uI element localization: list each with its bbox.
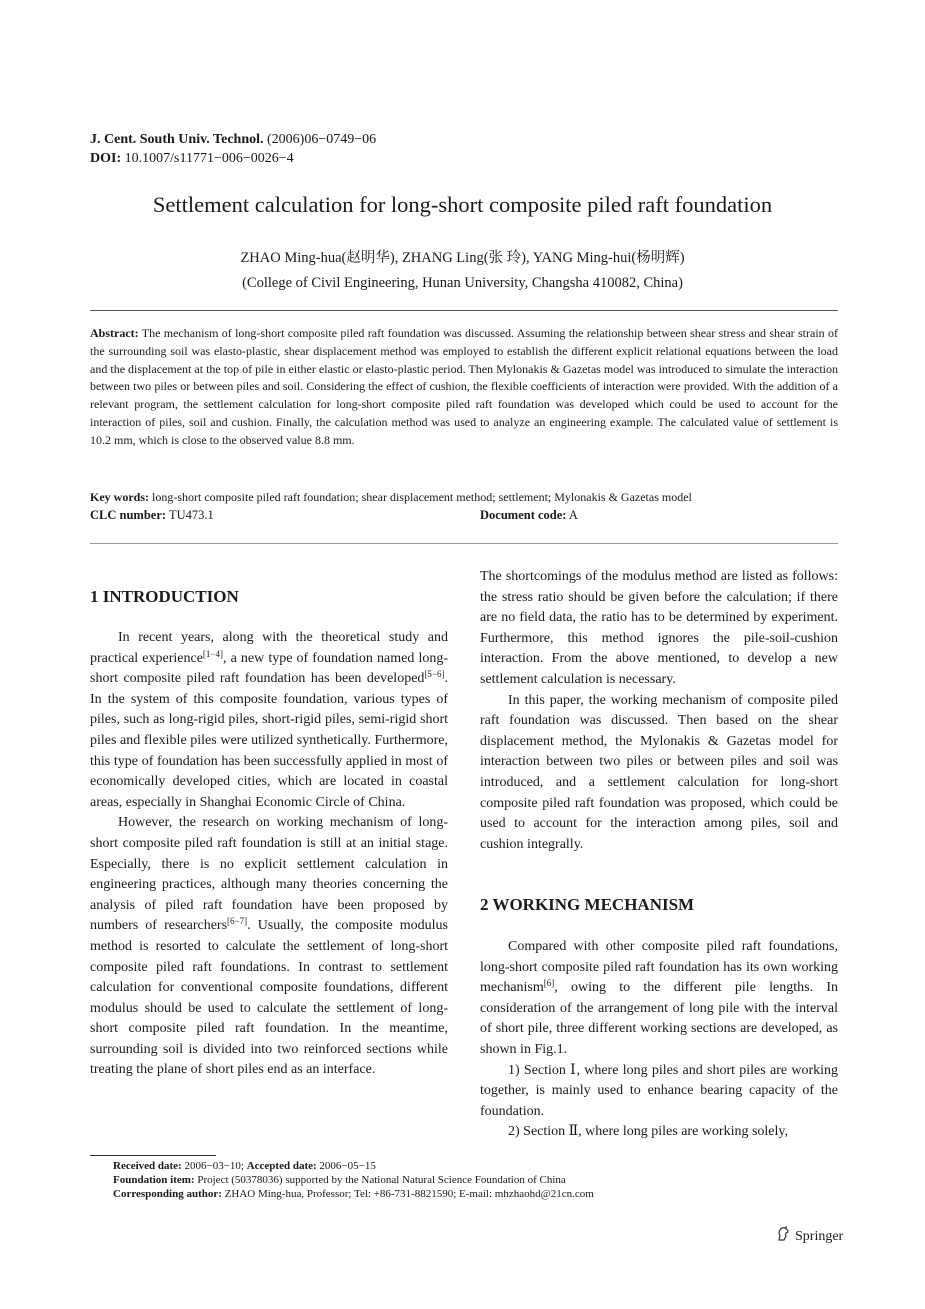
mechanism-item-1: 1) Section Ⅰ, where long piles and short piles are working together, is mainly used to enhance bearing capacity of the foundation. — [480, 1062, 838, 1119]
divider-bottom — [90, 543, 838, 544]
footnote-divider — [90, 1155, 216, 1156]
intro-paragraph-2: However, the research on working mechanism of long-short composite piled raft foundation is still at an initial stage. Especially, there is no explicit settlement calculation in engineering practices, although many theories concerning the analysis of piled raft foundation have been proposed by numbers of researchers[6−7]. Usually, the composite modulus method is resorted to calculate the settlement of long-short composite piled raft foundations. In contrast to settlement calculation for conventional composite foundations, different modulus should be used to calculate the settlement of long-short composite piled raft foundation. In the meantime, surrounding soil is divided into two reinforced sections while treating the plane of short piles end as an interface. — [90, 815, 448, 1078]
citation: [1−4] — [202, 648, 223, 659]
left-column — [90, 628, 448, 1081]
footnote-corresponding: Corresponding author: ZHAO Ming-hua, Professor; Tel: +86-731-8821590; E-mail: mhzhaohd@21cn.com — [113, 1188, 594, 1200]
abstract-text: The mechanism of long-short composite piled raft foundation was discussed. Assuming the relationship between shear stress and shear strain of the surrounding soil was elasto-plastic, shear displacement method was employed to establish the different explicit relational equations between the load and the displacement at the top of pile in either elastic or elasto-plastic period. Then Mylonakis & Gazetas model was introduced to simulate the interaction between two piles or between piles and soil. Considering the effect of cushion, the flexible coefficients of interaction were provided. With the addition of a relevant program, the settlement calculation for long-short composite piled raft foundation was developed which could be used to account for the interaction of piles, soil and cushion. Finally, the calculation method was used to analyze an engineering example. The calculated value of settlement is 10.2 mm, which is close to the observed value 8.8 mm. — [90, 326, 838, 447]
abstract — [90, 325, 838, 450]
publisher-logo — [775, 1226, 843, 1247]
springer-horse-icon — [775, 1226, 791, 1247]
clc-value: TU473.1 — [168, 508, 214, 522]
doi-label: DOI: — [90, 151, 122, 166]
document-code-label: Document code: — [480, 508, 567, 522]
footnote-foundation: Foundation item: Project (50378036) supported by the National Natural Science Foundation of China — [113, 1174, 566, 1186]
clc-number — [90, 508, 214, 523]
section-2-heading: 2 WORKING MECHANISM — [480, 895, 695, 914]
intro-paragraph-3: The shortcomings of the modulus method are listed as follows: the stress ratio should be given before the calculation; if there are no field data, the ratio has to be determined by experiment. Furthermore, this method ignores the pile-soil-cushion interaction. From the above mentioned, to develop a new settlement calculation is necessary. — [480, 569, 838, 687]
divider-top — [90, 310, 838, 311]
citation: [6−7] — [227, 916, 248, 927]
paper-title: Settlement calculation for long-short composite piled raft foundation — [152, 192, 773, 217]
publisher-name: Springer — [795, 1228, 844, 1244]
intro-paragraph-1: In recent years, along with the theoretical study and practical experience[1−4], a new type of foundation named long-short composite piled raft foundation has been developed[5−6]. In the system of this composite foundation, various types of piles, such as long-rigid piles, short-rigid piles, semi-rigid short piles and flexible piles were utilized synthetically. Furthermore, this type of foundation has been successfully applied in most of economically developed cities, which are located in coastal areas, especially in Shanghai Economic Circle of China. — [90, 630, 448, 810]
citation: [6] — [543, 978, 555, 989]
section-2-body — [480, 937, 838, 1143]
right-column — [480, 567, 838, 855]
keywords-text: long-short composite piled raft foundation; shear displacement method; settlement; Mylonakis & Gazetas model — [152, 490, 692, 504]
keywords-label: Key words: — [90, 490, 149, 504]
doi-value: 10.1007/s11771−006−0026−4 — [124, 151, 294, 166]
keywords — [90, 488, 838, 506]
citation: [5−6] — [424, 669, 445, 680]
journal-header — [90, 130, 376, 168]
abstract-label: Abstract: — [90, 326, 139, 340]
mechanism-paragraph-1: Compared with other composite piled raft foundations, long-short composite piled raft foundation has its own working mechanism[6], owing to the different pile lengths. In consideration of the arrangement of long pile with the interval of short pile, three different working sections are developed, as shown in Fig.1. — [480, 939, 838, 1057]
intro-paragraph-4: In this paper, the working mechanism of composite piled raft foundation was discussed. Then based on the shear displacement method, the Mylonakis & Gazetas model for interaction between two piles or between piles and soil was introduced, and a settlement calculation for long-short composite piled raft foundation was proposed, which could be used to account for the interaction among piles, soil and cushion integrally. — [480, 692, 838, 852]
journal-issue: (2006)06−0749−06 — [267, 132, 377, 147]
section-1-heading: 1 INTRODUCTION — [90, 587, 239, 606]
clc-label: CLC number: — [90, 508, 167, 522]
affiliation: (College of Civil Engineering, Hunan University, Changsha 410082, China) — [242, 275, 683, 291]
journal-name: J. Cent. South Univ. Technol. — [90, 132, 264, 147]
document-code — [480, 508, 578, 523]
document-code-value: A — [568, 508, 578, 522]
footnote-dates: Received date: 2006−03−10; Accepted date: 2006−05−15 — [113, 1160, 376, 1172]
mechanism-item-2: 2) Section Ⅱ, where long piles are working solely, — [508, 1124, 788, 1140]
authors: ZHAO Ming-hua(赵明华), ZHANG Ling(张 玲), YANG Ming-hui(杨明辉) — [240, 250, 685, 266]
